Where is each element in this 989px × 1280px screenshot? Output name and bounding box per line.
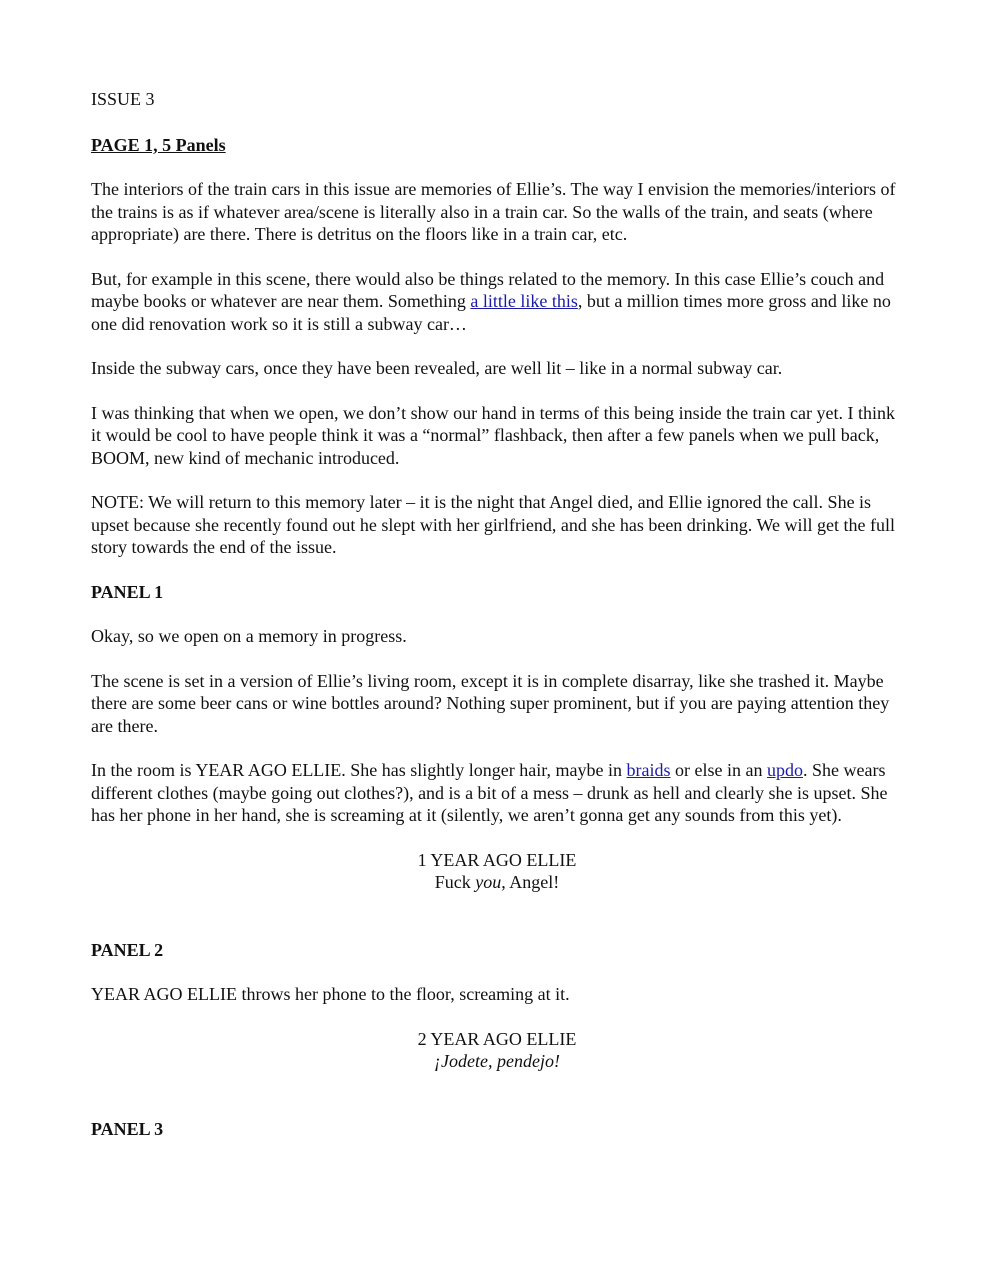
panel-2-dialogue-line: ¡Jodete, pendejo! <box>434 1051 560 1071</box>
panel-1-paragraph-2: The scene is set in a version of Ellie’s living room, except it is in complete disarray, like she trashed it. Maybe there are some beer cans or wine bottles around? Nothing super prominent, but if you are paying attention they are there. <box>91 670 890 736</box>
braids-link[interactable]: braids <box>626 760 671 780</box>
panel-1-paragraph-3-text-b: or else in an <box>670 760 767 780</box>
panel-1-dialogue-line <box>91 871 903 894</box>
panel-1-paragraph-3-text-a: In the room is YEAR AGO ELLIE. She has slightly longer hair, maybe in <box>91 760 627 780</box>
panel-2-speaker: 2 YEAR AGO ELLIE <box>417 1028 577 1049</box>
panel-2-heading: PANEL 2 <box>91 939 164 960</box>
panel-1-speaker: 1 YEAR AGO ELLIE <box>417 849 577 870</box>
panel-1-dialogue <box>91 849 903 894</box>
intro-note: NOTE: We will return to this memory later – it is the night that Angel died, and Ellie ignored the call. She is upset because she recently found out he slept with her girlfriend, and she has been drinking. We will get the full story towards the end of the issue. <box>91 492 895 557</box>
intro-paragraph-3: Inside the subway cars, once they have been revealed, are well lit – like in a normal subway car. <box>91 358 783 378</box>
intro-paragraph-2-text-b: , but a million times more gross and like no one did renovation work so it is still a subway car… <box>91 291 891 334</box>
panel-1-paragraph-1: Okay, so we open on a memory in progress. <box>91 626 407 646</box>
panel-3-heading: PANEL 3 <box>91 1118 164 1139</box>
panel-1-paragraph-3-text-c: . She wears different clothes (maybe going out clothes?), and is a bit of a mess – drunk as hell and clearly she is upset. She has her phone in her hand, she is screaming at it (silently, we aren’t gonna get any sounds from this yet). <box>91 760 888 825</box>
panel-1-line-emphasis: you <box>475 872 502 892</box>
a-little-like-this-link[interactable]: a little like this <box>470 291 578 311</box>
intro-paragraph-2 <box>91 268 903 336</box>
intro-paragraph-2-text-a: But, for example in this scene, there would also be things related to the memory. In this case Ellie’s couch and maybe books or whatever are near them. Something <box>91 268 885 311</box>
panel-1-line-text-a: Fuck <box>434 872 476 892</box>
intro-paragraph-4: I was thinking that when we open, we don’t show our hand in terms of this being inside the train car yet. I think it would be cool to have people think it was a “normal” flashback, then after a few panels when we pull back, BOOM, new kind of mechanic introduced. <box>91 402 896 468</box>
issue-label: ISSUE 3 <box>91 89 155 109</box>
panel-2-dialogue <box>91 1028 903 1073</box>
panel-1-line-text-b: , Angel! <box>501 872 560 892</box>
script-page <box>91 88 903 1140</box>
intro-paragraph-1: The interiors of the train cars in this issue are memories of Ellie’s. The way I envision the memories/interiors of the trains is as if whatever area/scene is literally also in a train car. So the walls of the train, and seats (where appropriate) are there. There is detritus on the floors like in a train car, etc. <box>91 179 896 244</box>
panel-1-paragraph-3 <box>91 759 903 827</box>
page-heading: PAGE 1, 5 Panels <box>91 134 226 155</box>
panel-2-paragraph-1: YEAR AGO ELLIE throws her phone to the floor, screaming at it. <box>91 984 570 1004</box>
panel-1-heading: PANEL 1 <box>91 581 164 602</box>
updo-link[interactable]: updo <box>767 760 803 780</box>
